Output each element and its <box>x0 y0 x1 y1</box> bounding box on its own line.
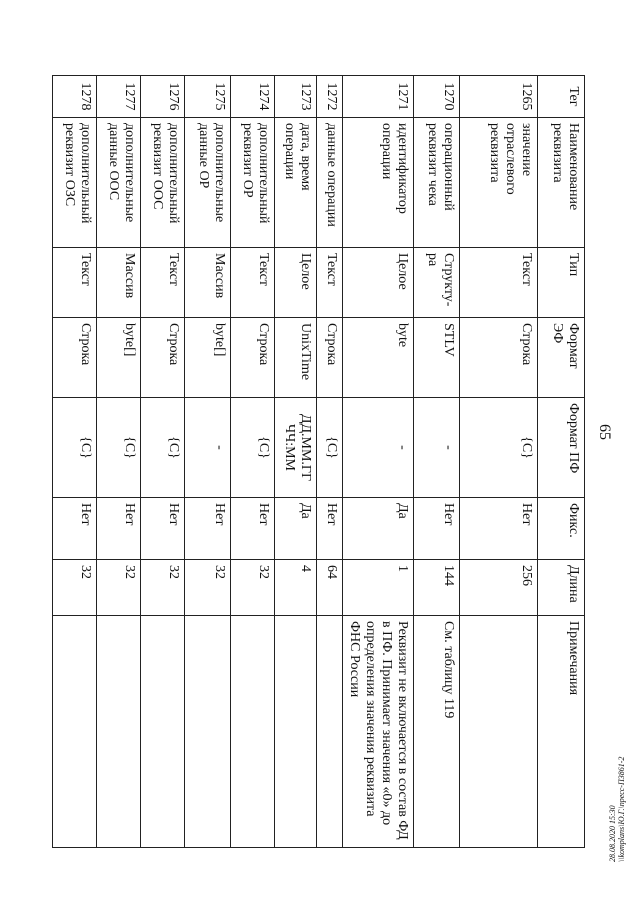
cell-format-ef: Строка <box>460 318 538 398</box>
cell-notes <box>97 616 141 848</box>
cell-type: Текст <box>317 248 343 318</box>
cell-tag: 1278 <box>53 76 97 118</box>
cell-format-ef: STLV <box>414 318 460 398</box>
cell-notes <box>185 616 231 848</box>
cell-fixed: Нет <box>317 498 343 560</box>
table-row <box>185 76 231 848</box>
cell-name: операционный реквизит чека <box>414 118 460 248</box>
cell-tag: 1272 <box>317 76 343 118</box>
cell-tag: 1270 <box>414 76 460 118</box>
cell-type: Текст <box>141 248 185 318</box>
cell-notes <box>460 616 538 848</box>
cell-fixed: Нет <box>414 498 460 560</box>
cell-format-pf: - <box>185 398 231 498</box>
cell-notes <box>317 616 343 848</box>
cell-format-ef: Строка <box>141 318 185 398</box>
cell-type: Массив <box>185 248 231 318</box>
cell-name: значение отраслевого реквизита <box>460 118 538 248</box>
cell-notes <box>275 616 317 848</box>
header-tag: Тег <box>538 76 585 118</box>
footer-note <box>608 757 626 862</box>
header-format-pf: Формат ПФ <box>538 398 585 498</box>
cell-format-ef: Строка <box>231 318 275 398</box>
cell-format-pf: {C} <box>460 398 538 498</box>
cell-name: дополнительный реквизит ООС <box>141 118 185 248</box>
cell-name: дополнительный реквизит ОР <box>231 118 275 248</box>
cell-tag: 1274 <box>231 76 275 118</box>
cell-fixed: Нет <box>231 498 275 560</box>
table-row <box>414 76 460 848</box>
cell-notes <box>53 616 97 848</box>
cell-format-ef: Строка <box>317 318 343 398</box>
cell-length: 4 <box>275 560 317 616</box>
cell-length: 32 <box>185 560 231 616</box>
cell-fixed: Нет <box>185 498 231 560</box>
cell-name: идентификатор операции <box>343 118 414 248</box>
cell-type: Текст <box>460 248 538 318</box>
table-row <box>343 76 414 848</box>
cell-length: 256 <box>460 560 538 616</box>
cell-format-pf: {C} <box>97 398 141 498</box>
cell-length: 32 <box>141 560 185 616</box>
cell-format-pf: - <box>343 398 414 498</box>
cell-length: 32 <box>231 560 275 616</box>
cell-format-pf: - <box>414 398 460 498</box>
table-row <box>275 76 317 848</box>
cell-name: дополнительные данные ОР <box>185 118 231 248</box>
cell-format-pf: {C} <box>141 398 185 498</box>
cell-length: 1 <box>343 560 414 616</box>
header-type: Тип <box>538 248 585 318</box>
cell-type: Текст <box>53 248 97 318</box>
cell-format-pf: ДД.ММ.ГГ ЧЧ:ММ <box>275 398 317 498</box>
cell-fixed: Нет <box>141 498 185 560</box>
cell-tag: 1276 <box>141 76 185 118</box>
cell-type: Структу-ра <box>414 248 460 318</box>
cell-fixed: Нет <box>460 498 538 560</box>
table-row <box>460 76 538 848</box>
cell-tag: 1265 <box>460 76 538 118</box>
table-row <box>53 76 97 848</box>
cell-length: 32 <box>53 560 97 616</box>
cell-name: дата, время операции <box>275 118 317 248</box>
table-row <box>97 76 141 848</box>
cell-fixed: Нет <box>53 498 97 560</box>
cell-format-ef: byte[] <box>185 318 231 398</box>
table-container <box>62 75 585 847</box>
cell-notes <box>231 616 275 848</box>
cell-type: Целое <box>275 248 317 318</box>
cell-notes: Реквизит не включается в состав ФД в ПФ. Принимает значения «0» до определения значения реквизита ФНС России <box>343 616 414 848</box>
header-length: Длина <box>538 560 585 616</box>
header-fixed: Фикс. <box>538 498 585 560</box>
requisites-table <box>52 75 585 848</box>
header-format-ef: Формат ЭФ <box>538 318 585 398</box>
footer-date: 28.08.2020 15:30 <box>608 805 617 862</box>
cell-length: 144 <box>414 560 460 616</box>
cell-format-pf: {C} <box>231 398 275 498</box>
table-header-row <box>538 76 585 848</box>
cell-tag: 1277 <box>97 76 141 118</box>
cell-type: Целое <box>343 248 414 318</box>
rotated-table <box>62 75 585 847</box>
header-name: Наименование реквизита <box>538 118 585 248</box>
table-row <box>141 76 185 848</box>
cell-length: 64 <box>317 560 343 616</box>
cell-format-ef: byte <box>343 318 414 398</box>
footer-path: \\komplans\Ю.Г.\пресс-П3861-2 <box>617 756 626 862</box>
cell-tag: 1275 <box>185 76 231 118</box>
cell-format-ef: UnixTime <box>275 318 317 398</box>
cell-format-pf: {C} <box>317 398 343 498</box>
cell-tag: 1271 <box>343 76 414 118</box>
cell-notes <box>141 616 185 848</box>
header-notes: Примечания <box>538 616 585 848</box>
cell-fixed: Да <box>275 498 317 560</box>
cell-type: Текст <box>231 248 275 318</box>
cell-name: дополнительный реквизит ОЗС <box>53 118 97 248</box>
table-row <box>317 76 343 848</box>
cell-type: Массив <box>97 248 141 318</box>
cell-name: дополнительные данные ООС <box>97 118 141 248</box>
cell-format-ef: byte[] <box>97 318 141 398</box>
cell-length: 32 <box>97 560 141 616</box>
cell-fixed: Да <box>343 498 414 560</box>
cell-notes: См. таблицу 119 <box>414 616 460 848</box>
cell-fixed: Нет <box>97 498 141 560</box>
cell-format-ef: Строка <box>53 318 97 398</box>
table-row <box>231 76 275 848</box>
cell-tag: 1273 <box>275 76 317 118</box>
cell-format-pf: {C} <box>53 398 97 498</box>
cell-name: данные операции <box>317 118 343 248</box>
page-number: 65 <box>596 424 613 440</box>
